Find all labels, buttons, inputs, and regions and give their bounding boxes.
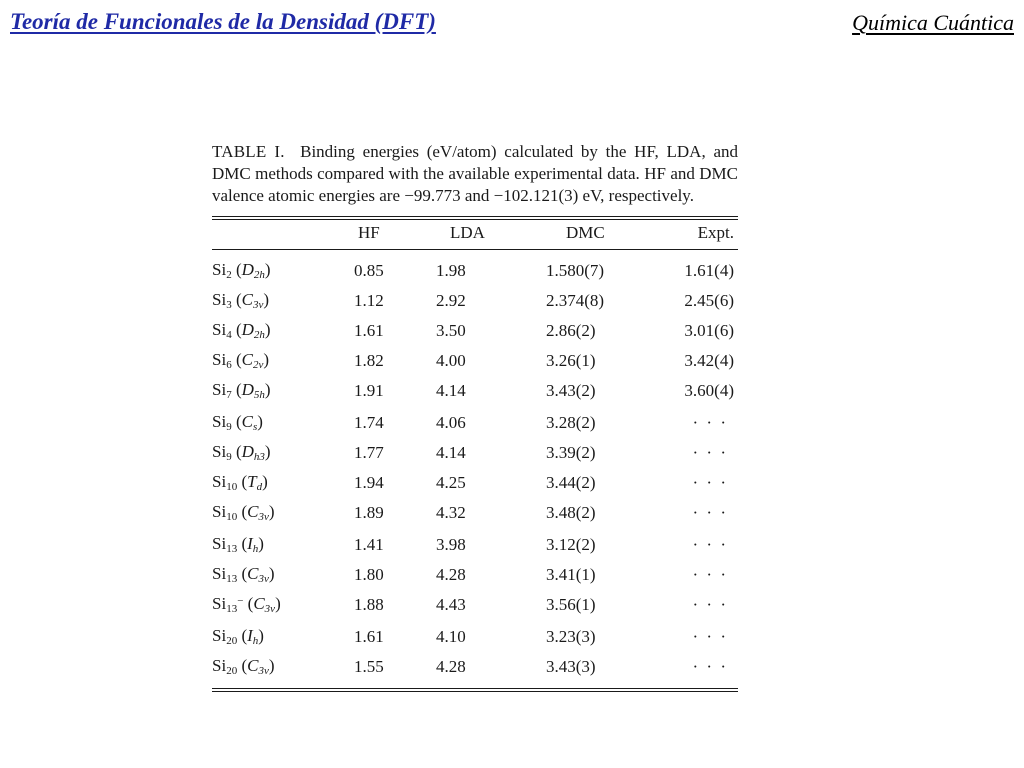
species-paren-open: ( <box>231 412 242 431</box>
table-row <box>212 468 738 498</box>
hf-value: 1.80 <box>354 565 384 584</box>
species-cell <box>212 286 350 316</box>
species-paren-open: ( <box>231 380 242 399</box>
species-paren-close: ) <box>258 534 264 553</box>
species-cell <box>212 316 350 346</box>
species-cell <box>212 250 350 286</box>
species-cell <box>212 376 350 406</box>
hf-value: 1.12 <box>354 291 384 310</box>
species-paren-open: ( <box>237 502 248 521</box>
hf-value: 1.61 <box>354 321 384 340</box>
lda-value: 4.10 <box>436 627 466 646</box>
species-paren-close: ) <box>263 350 270 369</box>
species-cell <box>212 652 350 682</box>
species-symmetry-sub: 3v <box>258 665 269 677</box>
dmc-value: 3.48(2) <box>546 503 596 522</box>
lda-value: 1.98 <box>436 261 466 280</box>
species-size: 3 <box>226 299 232 311</box>
species-cell <box>212 406 350 438</box>
species-size: 10 <box>226 481 238 493</box>
table-caption-text: Binding energies (eV/atom) calculated by the HF, LDA, and DMC methods compared with the available experimental data. HF and DMC valence atomic energies are −99.773 and −102.121(3) eV, respectively. <box>212 142 738 205</box>
species-paren-close: ) <box>264 380 271 399</box>
species-symmetry: C <box>241 290 253 309</box>
column-header-species <box>212 220 350 246</box>
dmc-value: 3.43(2) <box>546 381 596 400</box>
binding-energies-table <box>212 220 738 246</box>
species-element: Si <box>212 472 227 491</box>
dmc-value: 3.12(2) <box>546 535 596 554</box>
expt-value: · · · <box>692 627 728 646</box>
hf-value: 1.77 <box>354 443 384 462</box>
species-paren-close: ) <box>264 442 271 461</box>
species-size: 7 <box>226 389 232 401</box>
binding-energies-body <box>212 250 738 682</box>
species-size: 4 <box>226 329 232 341</box>
species-paren-close: ) <box>263 290 270 309</box>
hf-value: 1.91 <box>354 381 384 400</box>
hf-value: 1.88 <box>354 595 384 614</box>
table-row <box>212 376 738 406</box>
species-paren-open: ( <box>243 594 254 613</box>
hf-value: 1.82 <box>354 351 384 370</box>
species-element: Si <box>212 626 227 645</box>
species-symmetry-sub: h <box>252 543 259 555</box>
expt-value: · · · <box>692 535 728 554</box>
species-paren-close: ) <box>275 594 281 613</box>
table-caption-label: TABLE I. <box>212 142 285 161</box>
species-paren-close: ) <box>264 320 271 339</box>
species-symmetry: I <box>247 534 253 553</box>
expt-value: 3.60(4) <box>684 381 734 400</box>
species-symmetry-sub: 5h <box>253 389 265 401</box>
expt-value: · · · <box>692 473 728 492</box>
species-paren-open: ( <box>231 290 242 309</box>
table-figure <box>212 141 738 692</box>
table-row <box>212 590 738 620</box>
species-charge: − <box>237 595 244 607</box>
species-element: Si <box>212 290 227 309</box>
table-row-group <box>212 406 738 528</box>
species-symmetry-sub: s <box>252 421 258 433</box>
species-size: 10 <box>226 511 238 523</box>
species-size: 13 <box>226 543 238 555</box>
species-paren-open: ( <box>237 656 248 675</box>
dmc-value: 1.580(7) <box>546 261 605 280</box>
species-paren-open: ( <box>231 320 242 339</box>
species-size: 6 <box>226 359 232 371</box>
species-symmetry-sub: 2v <box>252 359 264 371</box>
species-size: 9 <box>226 421 232 433</box>
expt-value: 3.01(6) <box>684 321 734 340</box>
table-row-group <box>212 250 738 406</box>
lda-value: 4.32 <box>436 503 466 522</box>
species-element: Si <box>212 594 227 613</box>
table-row <box>212 406 738 438</box>
expt-value: 3.42(4) <box>684 351 734 370</box>
species-paren-close: ) <box>264 260 271 279</box>
expt-value: · · · <box>692 503 728 522</box>
species-element: Si <box>212 350 227 369</box>
species-cell <box>212 498 350 528</box>
species-paren-open: ( <box>231 442 242 461</box>
hf-value: 1.55 <box>354 657 384 676</box>
species-paren-close: ) <box>262 472 268 491</box>
expt-value: · · · <box>692 443 728 462</box>
species-paren-open: ( <box>237 626 248 645</box>
hf-value: 1.41 <box>354 535 384 554</box>
table-row <box>212 620 738 652</box>
species-cell <box>212 590 350 620</box>
species-cell <box>212 438 350 468</box>
species-paren-open: ( <box>237 564 248 583</box>
column-header-lda: LDA <box>450 223 485 242</box>
lda-value: 4.28 <box>436 657 466 676</box>
species-element: Si <box>212 412 227 431</box>
table-row <box>212 652 738 682</box>
species-symmetry: C <box>247 502 259 521</box>
species-symmetry: C <box>241 412 253 431</box>
table-row <box>212 316 738 346</box>
species-symmetry-sub: 2h <box>253 329 265 341</box>
species-paren-close: ) <box>258 626 264 645</box>
species-symmetry: C <box>247 564 259 583</box>
column-header-dmc: DMC <box>566 223 605 242</box>
dmc-value: 3.23(3) <box>546 627 596 646</box>
species-element: Si <box>212 534 227 553</box>
species-paren-open: ( <box>237 534 248 553</box>
species-size: 20 <box>226 665 238 677</box>
lda-value: 2.92 <box>436 291 466 310</box>
species-symmetry-sub: h <box>252 635 259 647</box>
lda-value: 4.14 <box>436 381 466 400</box>
species-element: Si <box>212 656 227 675</box>
species-cell <box>212 468 350 498</box>
species-element: Si <box>212 502 227 521</box>
table-row <box>212 560 738 590</box>
species-symmetry-sub: 3v <box>258 573 269 585</box>
lda-value: 4.14 <box>436 443 466 462</box>
species-symmetry-sub: d <box>256 481 263 493</box>
dmc-value: 3.56(1) <box>546 595 596 614</box>
species-paren-open: ( <box>237 472 248 491</box>
column-header-expt: Expt. <box>697 223 734 242</box>
dmc-value: 3.43(3) <box>546 657 596 676</box>
lda-value: 4.06 <box>436 413 466 432</box>
species-element: Si <box>212 260 227 279</box>
species-paren-close: ) <box>257 412 263 431</box>
dmc-value: 3.41(1) <box>546 565 596 584</box>
lda-value: 4.28 <box>436 565 466 584</box>
species-element: Si <box>212 380 227 399</box>
table-row <box>212 438 738 468</box>
table-row <box>212 286 738 316</box>
species-symmetry-sub: 2h <box>253 269 265 281</box>
table-row <box>212 250 738 286</box>
species-symmetry: C <box>253 594 265 613</box>
expt-value: · · · <box>692 595 728 614</box>
species-cell <box>212 528 350 560</box>
species-size: 9 <box>226 451 232 463</box>
table-row <box>212 346 738 376</box>
species-size: 20 <box>226 635 238 647</box>
species-symmetry: D <box>241 320 254 339</box>
species-symmetry-sub: 3v <box>264 603 276 615</box>
species-paren-close: ) <box>268 656 275 675</box>
course-title: Química Cuántica <box>852 10 1014 35</box>
species-symmetry: T <box>247 472 257 491</box>
species-symmetry: D <box>241 442 254 461</box>
expt-value: 1.61(4) <box>684 261 734 280</box>
dmc-value: 2.86(2) <box>546 321 596 340</box>
species-symmetry: I <box>247 626 253 645</box>
hf-value: 1.94 <box>354 473 384 492</box>
species-symmetry-sub: 3v <box>252 299 264 311</box>
species-symmetry: D <box>241 380 254 399</box>
expt-value: 2.45(6) <box>684 291 734 310</box>
species-symmetry: C <box>247 656 259 675</box>
species-paren-close: ) <box>268 502 275 521</box>
table-row-group <box>212 620 738 682</box>
species-cell <box>212 346 350 376</box>
species-symmetry-sub: 3v <box>258 511 269 523</box>
species-element: Si <box>212 320 227 339</box>
table-header-row <box>212 220 738 246</box>
species-paren-open: ( <box>231 260 242 279</box>
table-row <box>212 528 738 560</box>
species-symmetry: D <box>241 260 254 279</box>
hf-value: 1.89 <box>354 503 384 522</box>
dmc-value: 3.44(2) <box>546 473 596 492</box>
species-symmetry: C <box>241 350 253 369</box>
species-symmetry-sub: h3 <box>253 451 265 463</box>
dmc-value: 3.28(2) <box>546 413 596 432</box>
table-row-group <box>212 528 738 620</box>
hf-value: 1.74 <box>354 413 384 432</box>
lda-value: 4.43 <box>436 595 466 614</box>
lda-value: 3.50 <box>436 321 466 340</box>
species-size: 13 <box>226 573 238 585</box>
hf-value: 1.61 <box>354 627 384 646</box>
species-cell <box>212 560 350 590</box>
species-size: 13 <box>226 603 238 615</box>
lda-value: 4.00 <box>436 351 466 370</box>
table-caption <box>212 141 738 207</box>
column-header-hf: HF <box>358 223 380 242</box>
expt-value: · · · <box>692 413 728 432</box>
species-paren-open: ( <box>231 350 242 369</box>
dmc-value: 3.39(2) <box>546 443 596 462</box>
expt-value: · · · <box>692 565 728 584</box>
hf-value: 0.85 <box>354 261 384 280</box>
species-element: Si <box>212 442 227 461</box>
species-element: Si <box>212 564 227 583</box>
species-cell <box>212 620 350 652</box>
table-row <box>212 498 738 528</box>
lda-value: 3.98 <box>436 535 466 554</box>
lda-value: 4.25 <box>436 473 466 492</box>
species-paren-close: ) <box>268 564 275 583</box>
table-bottom-rule <box>212 688 738 692</box>
presentation-title: Teoría de Funcionales de la Densidad (DFT) <box>10 9 436 34</box>
dmc-value: 3.26(1) <box>546 351 596 370</box>
expt-value: · · · <box>692 657 728 676</box>
dmc-value: 2.374(8) <box>546 291 605 310</box>
species-size: 2 <box>226 269 232 281</box>
